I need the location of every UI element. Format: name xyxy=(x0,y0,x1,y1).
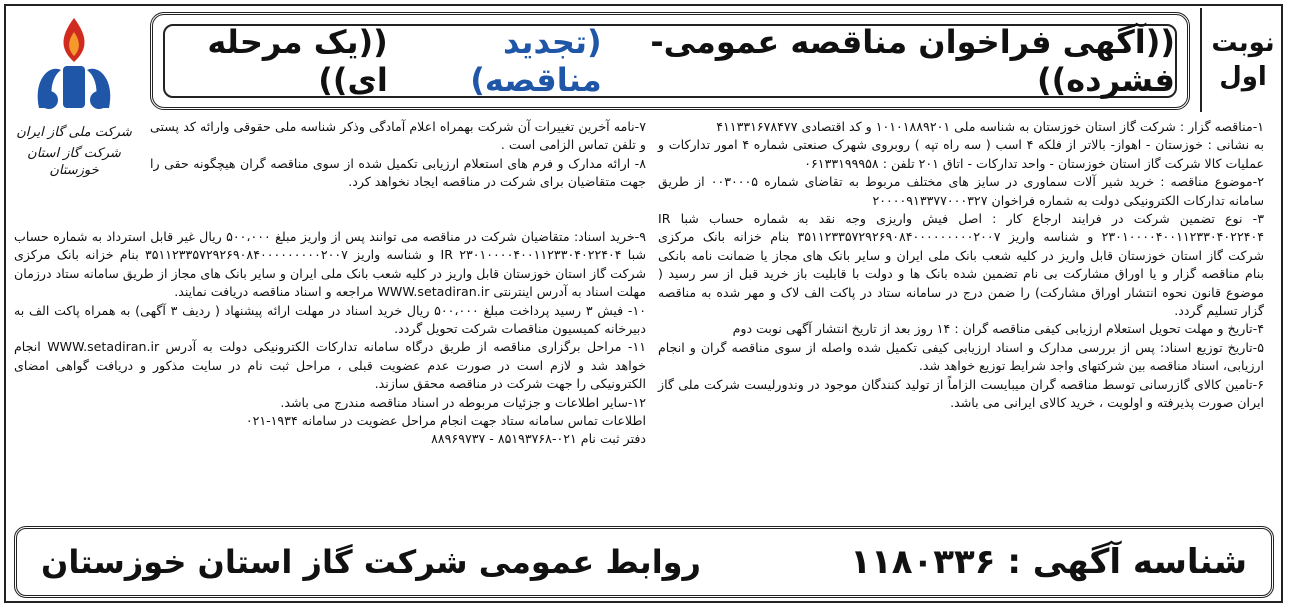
logo-block xyxy=(10,10,138,185)
item-4: ۴-تاریخ و مهلت تحویل استعلام ارزیابی کیفی مناقصه گران : ۱۴ روز بعد از تاریخ انتشار آگهی نوبت دوم xyxy=(732,321,1264,337)
item-1: ۱-مناقصه گزار : شرکت گاز استان خوزستان به شناسه ملی ۱۰۱۰۱۸۸۹۲۰۱ و کد اقتصادی ۴۱۱۳۳۱۶۷۸۴۷۷ xyxy=(716,119,1264,134)
footer-banner xyxy=(14,526,1274,598)
title-part-3: ((یک مرحله ای)) xyxy=(207,23,388,99)
left-column-lower xyxy=(14,228,646,528)
logo-caption-1: شرکت ملی گاز ایران xyxy=(16,125,132,140)
gas-company-logo-icon xyxy=(19,10,129,120)
item-8: ۸- ارائه مدارک و فرم های استعلام ارزیابی تکمیل شده از سوی مناقصه گران هیچگونه حقی را جهت متقاضیان برای شرکت در مناقصه ایجاد نخواهد کرد. xyxy=(150,155,646,190)
edition-label: نوبت xyxy=(1211,28,1275,58)
title-inner xyxy=(163,24,1177,98)
item-10: ۱۰- فیش ۳ رسید پرداخت مبلغ ۵۰۰،۰۰۰ ریال خرید اسناد در مهلت ارائه پیشنهاد ( ردیف ۳ آگهی) به همراه پاکت الف به دبیرخانه کمیسیون مناقصات شرکت تحویل گردد. xyxy=(14,302,646,337)
item-11: ۱۱- مراحل برگزاری مناقصه از طریق درگاه سامانه تدارکات الکترونیکی دولت به آدرس WWW.setadiran.ir انجام خواهد شد و لازم است در صورت عدم عضویت قبلی ، مراحل ثبت نام در سایت مذکور و دریافت گواهی امضای الکترونیکی را جهت شرکت در مناقصه محقق سازند. xyxy=(14,339,646,392)
contact-info: اطلاعات تماس سامانه ستاد جهت انجام مراحل عضویت در سامانه ۱۹۳۴-۰۲۱ xyxy=(245,413,646,429)
item-3: ۳- نوع تضمین شرکت در فرایند ارجاع کار : اصل فیش واریزی وجه نقد به شماره حساب شبا IR ۲۳۰۱۰۰۰۰۴۰۰۱۱۲۳۳۰۴۰۲۲۴۰۴ و شناسه واریز ۳۵۱۱۲۳۳۵۷۲۹۲۶۹۰۸۴۰۰۰۰۰۰۰۰۰۲۰۰۷ بنام خزانه بانک مرکزی شرکت گاز استان خوزستان قابل واریز در کلیه شعب بانک ملی ایران و سایر بانک های مجاز یا ضمانت نامه بانکی بنام مناقصه گزار و یا اوراق مشارکت بی نام تضمین شده بانک ها و دولت با قابلیت باز خرید قبل از سر رسید ( موضوع قانون نحوه انتشار اوراق مشارکت) را ضمن درج در سامانه ستاد در پاکت الف لاک و مهر شده به مناقصه گزار تسلیم گردد. xyxy=(658,211,1264,319)
logo-caption-2: شرکت گاز استان خوزستان xyxy=(27,146,121,178)
registration-office: دفتر ثبت نام ۰۲۱-۸۵۱۹۳۷۶۸ - ۸۸۹۶۹۷۳۷ xyxy=(431,431,646,447)
item-1-address: به نشانی : خوزستان - اهواز- بالاتر از فلکه ۴ اسب ( سه راه تپه ) روبروی شهرک صنعتی شماره ۴ امور تدارکات و عملیات کالا شرکت گاز استان خوزستان - واحد تدارکات - اتاق ۲۰۱ تلفن : ۰۶۱۳۳۱۹۹۹۵۸ xyxy=(658,137,1264,171)
right-column xyxy=(658,118,1264,518)
title-banner xyxy=(150,12,1190,110)
item-7: ۷-نامه آخرین تغییرات آن شرکت بهمراه اعلام آمادگی وذکر شناسه ملی حقوقی وارائه کد پستی و تلفن تماس الزامی است . xyxy=(150,119,646,153)
notice-id: شناسه آگهی : ۱۱۸۰۳۳۶ xyxy=(850,542,1247,582)
public-relations-signature: روابط عمومی شرکت گاز استان خوزستان xyxy=(41,543,701,581)
title-part-1: ((آگهی فراخوان مناقصه عمومی-فشرده)) xyxy=(650,23,1175,99)
edition-box xyxy=(1200,8,1284,112)
item-2: ۲-موضوع مناقصه : خرید شیر آلات سماوری در سایز های مختلف مربوط به تقاضای شماره ۰۰۳۰۰۰۵ از طریق سامانه تدارکات الکترونیکی دولت به شماره فراخوان ۲۰۰۰۰۹۱۳۳۷۷۰۰۰۳۲۷ xyxy=(658,174,1264,208)
item-5: ۵-تاریخ توزیع اسناد: پس از بررسی مدارک و اسناد ارزیابی کیفی تکمیل شده واصله از سوی مناقصه گران و انجام ارزیابی، اسناد مناقصه بین شرکتهای واجد شرایط توزیع خواهد شد. xyxy=(658,339,1264,374)
edition-number: اول xyxy=(1219,62,1267,92)
item-6: ۶-تامین کالای گازرسانی توسط مناقصه گران میبایست الزاماً از تولید کنندگان موجود در وندورلیست شرکت ملی گاز ایران صورت پذیرفته و اولویت ، خرید کالای ایرانی می باشد. xyxy=(658,376,1264,411)
title-part-2: (تجدید مناقصه) xyxy=(470,23,602,99)
item-9: ۹-خرید اسناد: متقاضیان شرکت در مناقصه می توانند پس از واریز مبلغ ۵۰۰،۰۰۰ ریال غیر قابل استرداد به شماره حساب شبا IR ۲۳۰۱۰۰۰۰۴۰۰۱۱۲۳۳۰۴۰۲۲۴۰۴ و شناسه واریز ۳۵۱۱۲۳۳۵۷۲۹۲۶۹۰۸۴۰۰۰۰۰۰۰۰۰۲۰۰۷ بنام خزانه بانک مرکزی شرکت گاز استان خوزستان قابل واریز در کلیه شعب بانک ملی ایران و سایر بانک های مجاز از طریق سامانه ستاد درزمان مهلت اسناد به آدرس اینترنتی WWW.setadiran.ir مراجعه و اسناد مناقصه دریافت نمایند. xyxy=(14,229,646,300)
item-12: ۱۲-سایر اطلاعات و جزئیات مربوطه در اسناد مناقصه مندرج می باشد. xyxy=(280,394,646,410)
